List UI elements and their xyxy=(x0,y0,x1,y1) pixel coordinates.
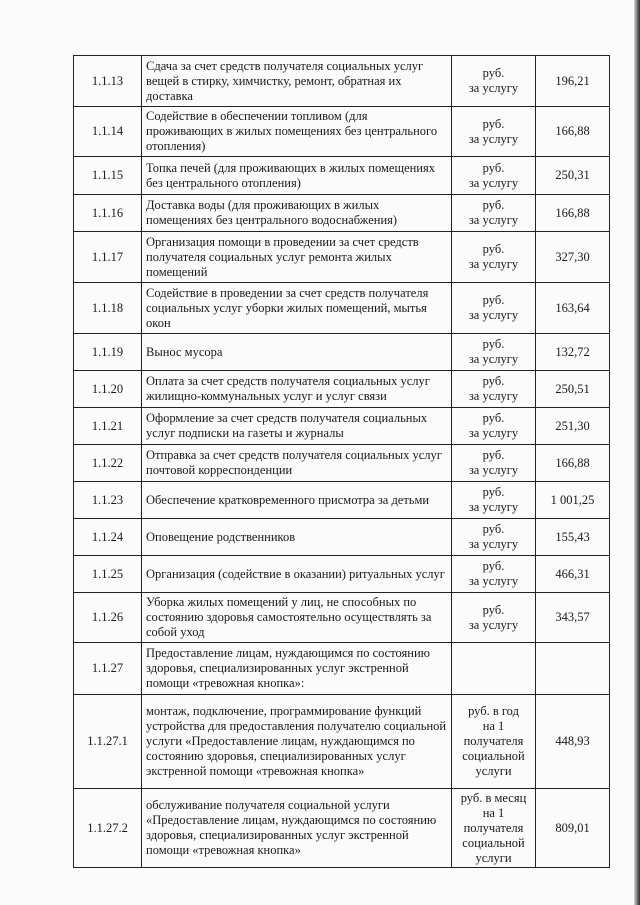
service-name: Организация помощи в проведении за счет средств получателя социальных услуг ремонта жилых помещений xyxy=(142,232,452,283)
unit-of-measure: руб. за услугу xyxy=(452,334,536,371)
service-code: 1.1.14 xyxy=(74,107,142,157)
table-row xyxy=(74,695,610,789)
tariff-price: 343,57 xyxy=(536,593,610,643)
service-code: 1.1.24 xyxy=(74,519,142,556)
service-code: 1.1.27.1 xyxy=(74,695,142,789)
service-code: 1.1.18 xyxy=(74,283,142,334)
tariff-price: 155,43 xyxy=(536,519,610,556)
service-name: Обеспечение кратковременного присмотра за детьми xyxy=(142,482,452,519)
unit-of-measure: руб. за услугу xyxy=(452,107,536,157)
service-code: 1.1.27 xyxy=(74,643,142,695)
table-row xyxy=(74,789,610,868)
table-row xyxy=(74,56,610,107)
tariff-price: 166,88 xyxy=(536,445,610,482)
unit-of-measure: руб. за услугу xyxy=(452,157,536,195)
service-code: 1.1.13 xyxy=(74,56,142,107)
scan-edge-shadow xyxy=(634,0,640,905)
unit-of-measure: руб. за услугу xyxy=(452,408,536,445)
service-name: Содействие в проведении за счет средств получателя социальных услуг уборки жилых помещений, мытья окон xyxy=(142,283,452,334)
tariff-price: 251,30 xyxy=(536,408,610,445)
service-name: Топка печей (для проживающих в жилых помещениях без центрального отопления) xyxy=(142,157,452,195)
tariff-price: 250,31 xyxy=(536,157,610,195)
unit-of-measure: руб. за услугу xyxy=(452,371,536,408)
unit-of-measure: руб. за услугу xyxy=(452,195,536,232)
tariff-price: 163,64 xyxy=(536,283,610,334)
service-code: 1.1.19 xyxy=(74,334,142,371)
service-name: обслуживание получателя социальной услуги «Предоставление лицам, нуждающимся по состоянию здоровья, специализированных услуг экстренной помощи «тревожная кнопка» xyxy=(142,789,452,868)
service-code: 1.1.27.2 xyxy=(74,789,142,868)
unit-of-measure: руб. за услугу xyxy=(452,482,536,519)
unit-of-measure: руб. за услугу xyxy=(452,232,536,283)
unit-of-measure: руб. за услугу xyxy=(452,283,536,334)
unit-of-measure: руб. за услугу xyxy=(452,556,536,593)
service-code: 1.1.16 xyxy=(74,195,142,232)
unit-of-measure: руб. за услугу xyxy=(452,445,536,482)
service-name: Оплата за счет средств получателя социальных услуг жилищно-коммунальных услуг и услуг связи xyxy=(142,371,452,408)
unit-of-measure: руб. за услугу xyxy=(452,519,536,556)
table-row xyxy=(74,334,610,371)
service-name: Организация (содействие в оказании) ритуальных услуг xyxy=(142,556,452,593)
tariff-table xyxy=(73,55,610,868)
table-row xyxy=(74,283,610,334)
tariff-price: 809,01 xyxy=(536,789,610,868)
unit-of-measure xyxy=(452,643,536,695)
unit-of-measure: руб. в месяц на 1 получателя социальной услуги xyxy=(452,789,536,868)
service-name: Сдача за счет средств получателя социальных услуг вещей в стирку, химчистку, ремонт, обратная их доставка xyxy=(142,56,452,107)
service-name: Предоставление лицам, нуждающимся по состоянию здоровья, специализированных услуг экстренной помощи «тревожная кнопка»: xyxy=(142,643,452,695)
unit-of-measure: руб. в год на 1 получателя социальной услуги xyxy=(452,695,536,789)
table-row xyxy=(74,157,610,195)
tariff-price: 196,21 xyxy=(536,56,610,107)
unit-of-measure: руб. за услугу xyxy=(452,593,536,643)
tariff-price: 166,88 xyxy=(536,107,610,157)
service-code: 1.1.25 xyxy=(74,556,142,593)
table-row xyxy=(74,445,610,482)
table-row xyxy=(74,195,610,232)
service-name: Оповещение родственников xyxy=(142,519,452,556)
service-code: 1.1.26 xyxy=(74,593,142,643)
service-name: Оформление за счет средств получателя социальных услуг подписки на газеты и журналы xyxy=(142,408,452,445)
table-row xyxy=(74,593,610,643)
table-row xyxy=(74,556,610,593)
service-name: Доставка воды (для проживающих в жилых помещениях без центрального водоснабжения) xyxy=(142,195,452,232)
service-code: 1.1.23 xyxy=(74,482,142,519)
service-name: Вынос мусора xyxy=(142,334,452,371)
tariff-price xyxy=(536,643,610,695)
service-name: Отправка за счет средств получателя социальных услуг почтовой корреспонденции xyxy=(142,445,452,482)
table-row xyxy=(74,482,610,519)
service-code: 1.1.21 xyxy=(74,408,142,445)
table-row xyxy=(74,643,610,695)
table-row xyxy=(74,107,610,157)
service-name: монтаж, подключение, программирование функций устройства для предоставления получателю социальной услуги «Предоставление лицам, нуждающимся по состоянию здоровья, специализированных услуг экстренной помощи «тревожная кнопка» xyxy=(142,695,452,789)
tariff-price: 448,93 xyxy=(536,695,610,789)
tariff-price: 250,51 xyxy=(536,371,610,408)
tariff-price: 132,72 xyxy=(536,334,610,371)
table-row xyxy=(74,519,610,556)
service-code: 1.1.15 xyxy=(74,157,142,195)
table-row xyxy=(74,232,610,283)
table-row xyxy=(74,408,610,445)
service-code: 1.1.20 xyxy=(74,371,142,408)
table-row xyxy=(74,371,610,408)
tariff-price: 327,30 xyxy=(536,232,610,283)
unit-of-measure: руб. за услугу xyxy=(452,56,536,107)
tariff-price: 166,88 xyxy=(536,195,610,232)
service-name: Уборка жилых помещений у лиц, не способных по состоянию здоровья самостоятельно осуществлять за собой уход xyxy=(142,593,452,643)
tariff-price: 466,31 xyxy=(536,556,610,593)
service-name: Содействие в обеспечении топливом (для проживающих в жилых помещениях без центрального отопления) xyxy=(142,107,452,157)
service-code: 1.1.22 xyxy=(74,445,142,482)
tariff-price: 1 001,25 xyxy=(536,482,610,519)
service-code: 1.1.17 xyxy=(74,232,142,283)
